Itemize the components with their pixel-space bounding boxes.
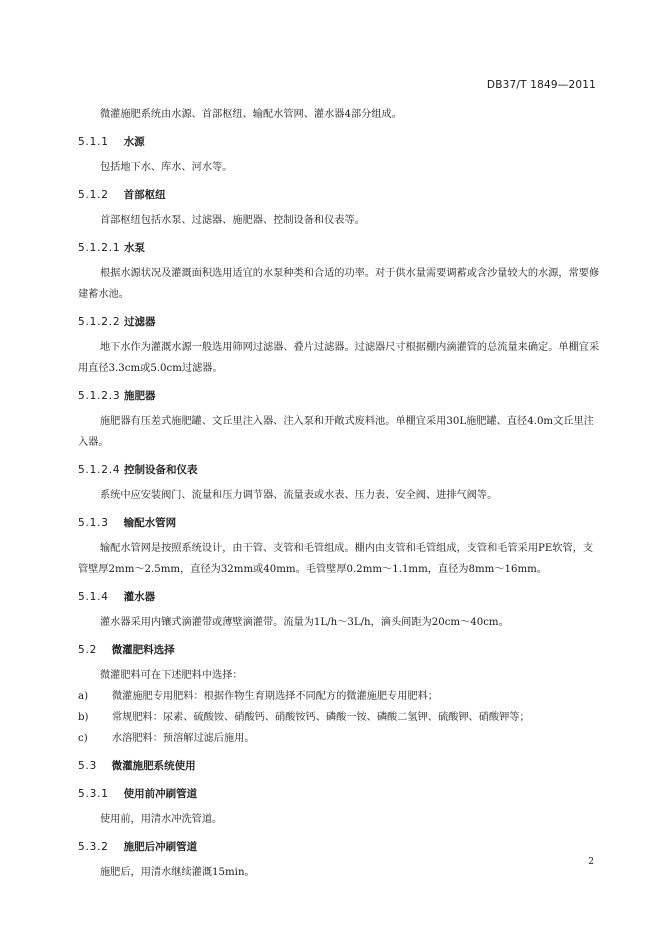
section-heading-5-1-2-3 <box>78 385 600 407</box>
fertilizer-list <box>78 686 600 749</box>
list-item-text: 常规肥料：尿素、硫酸铵、硝酸钙、硝酸铵钙、磷酸一铵、磷酸二氢钾、硫酸钾、硝酸钾等； <box>112 712 530 723</box>
section-paragraph: 首部枢纽包括水泵、过滤器、施肥器、控制设备和仪表等。 <box>100 215 365 226</box>
section-heading-5-3-1 <box>78 783 600 805</box>
section-heading-5-1-2-4 <box>78 459 600 481</box>
section-number: 5.1.2.4 <box>78 464 121 476</box>
section-paragraph: 使用前，用清水冲洗管道。 <box>100 814 223 825</box>
list-item-text: 微灌施肥专用肥料：根据作物生育期选择不同配方的微灌施肥专用肥料； <box>112 691 438 702</box>
intro-paragraph: 微灌施肥系统由水源、首部枢纽、输配水管网、灌水器4部分组成。 <box>100 109 402 120</box>
section-heading-5-3 <box>78 755 600 777</box>
section-paragraph: 包括地下水、库水、河水等。 <box>100 162 233 173</box>
section-paragraph: 灌水器采用内镶式滴灌带或薄壁滴灌带。流量为1L/h～3L/h，滴头间距为20cm～40cm。 <box>100 617 509 628</box>
section-number: 5.3.2 <box>78 841 109 853</box>
section-number: 5.2 <box>78 644 98 656</box>
list-item <box>78 686 600 707</box>
section-number: 5.3 <box>78 760 98 772</box>
section-title: 首部枢纽 <box>123 189 166 201</box>
section-title: 使用前冲刷管道 <box>123 788 198 800</box>
section-heading-5-1-2-2 <box>78 311 600 333</box>
section-number: 5.1.3 <box>78 517 109 529</box>
list-item <box>78 728 600 749</box>
section-title: 过滤器 <box>124 316 156 328</box>
list-marker: b) <box>78 712 89 723</box>
section-title: 输配水管网 <box>123 517 177 529</box>
list-marker: a) <box>78 691 89 702</box>
section-number: 5.1.1 <box>78 136 109 148</box>
section-title: 施肥器 <box>124 390 156 402</box>
list-marker: c) <box>78 733 88 744</box>
section-paragraph: 输配水管网是按照系统设计，由干管、支管和毛管组成。棚内由支管和毛管组成，支管和毛管采用PE软管，支管壁厚2mm～2.5mm，直径为32mm或40mm。毛管壁厚0.2mm～1.1mm，直径为8mm～16mm。 <box>78 543 594 575</box>
section-heading-5-2 <box>78 639 600 661</box>
section-heading-5-1-2 <box>78 184 600 206</box>
section-title: 灌水器 <box>123 591 156 603</box>
document-code-header: DB37/T 1849—2011 <box>486 79 596 91</box>
section-heading-5-3-2 <box>78 836 600 858</box>
list-item-text: 水溶肥料：预溶解过滤后施用。 <box>112 733 255 744</box>
list-item <box>78 707 600 728</box>
section-paragraph: 施肥器有压差式施肥罐、文丘里注入器、注入泵和开敞式废料池。单棚宜采用30L施肥罐、直径4.0m文丘里注入器。 <box>78 416 594 448</box>
section-title: 控制设备和仪表 <box>124 464 198 476</box>
section-title: 水源 <box>123 136 145 148</box>
page-number: 2 <box>588 857 594 867</box>
section-title: 水泵 <box>124 242 145 254</box>
section-number: 5.1.2.3 <box>78 390 121 402</box>
section-number: 5.3.1 <box>78 788 109 800</box>
document-body <box>78 104 600 883</box>
section-number: 5.1.4 <box>78 591 109 603</box>
section-number: 5.1.2 <box>78 189 109 201</box>
section-paragraph: 地下水作为灌溉水源一般选用筛网过滤器、叠片过滤器。过滤器尺寸根据棚内滴灌管的总流量来确定。单棚宜采用直径3.3cm或5.0cm过滤器。 <box>78 342 600 374</box>
section-heading-5-1-2-1 <box>78 237 600 259</box>
section-paragraph: 系统中应安装阀门、流量和压力调节器、流量表或水表、压力表、安全阀、进排气阀等。 <box>100 490 498 501</box>
section-title: 微灌肥料选择 <box>111 644 175 656</box>
section-title: 施肥后冲刷管道 <box>123 841 198 853</box>
section-title: 微灌施肥系统使用 <box>111 760 196 772</box>
section-paragraph: 施肥后，用清水继续灌溉15min。 <box>100 867 255 878</box>
section-number: 5.1.2.1 <box>78 242 121 254</box>
section-heading-5-1-4 <box>78 586 600 608</box>
section-heading-5-1-3 <box>78 512 600 534</box>
section-number: 5.1.2.2 <box>78 316 121 328</box>
section-paragraph: 根据水源状况及灌溉面积选用适宜的水泵种类和合适的功率。对于供水量需要调蓄或含沙量较大的水源，常要修建蓄水池。 <box>78 268 600 300</box>
section-heading-5-1-1 <box>78 131 600 153</box>
section-paragraph: 微灌肥料可在下述肥料中选择： <box>100 670 243 681</box>
